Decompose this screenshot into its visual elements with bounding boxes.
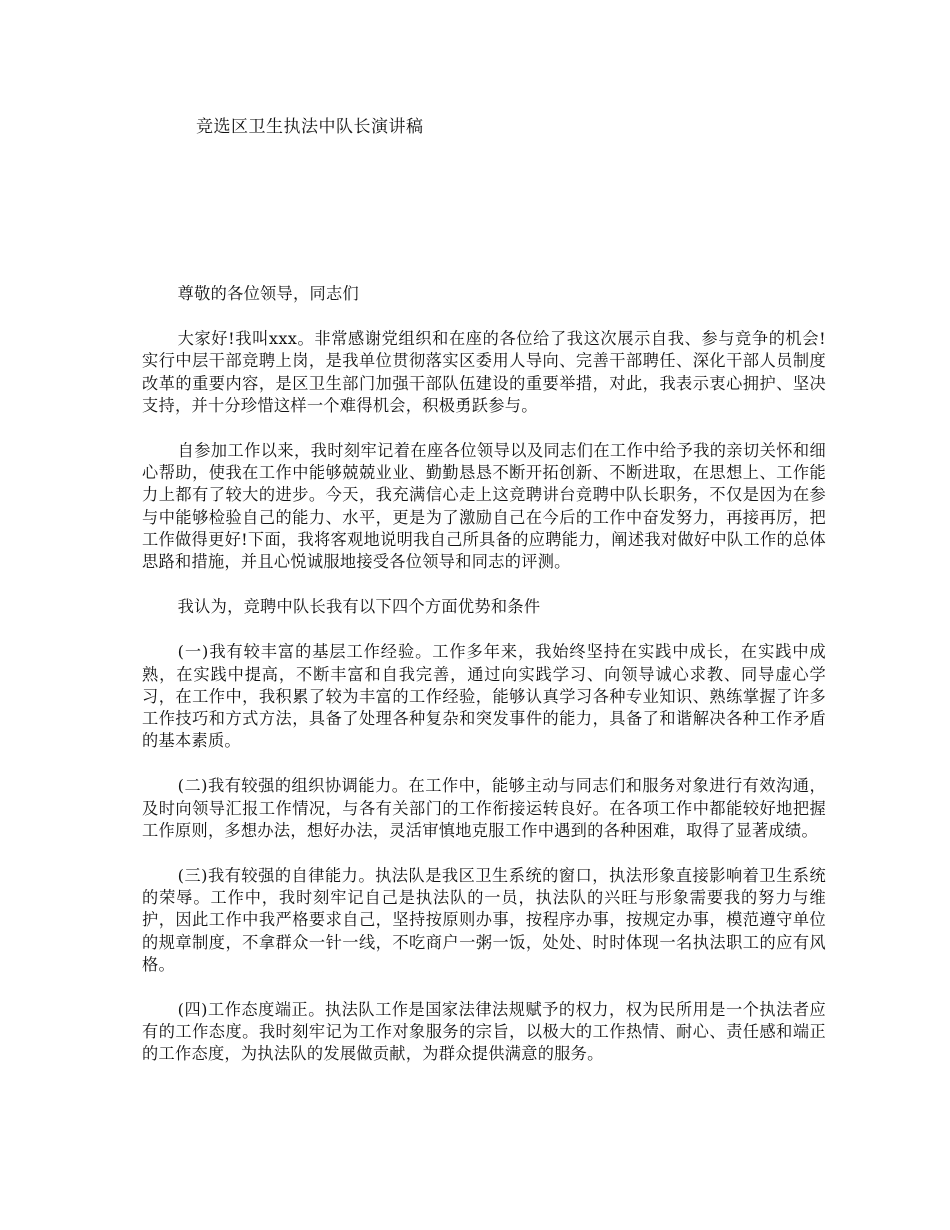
advantage-3-paragraph: (三)我有较强的自律能力。执法队是我区卫生系统的窗口，执法形象直接影响着卫生系统的荣辱。工作中，我时刻牢记自己是执法队的一员，执法队的兴旺与形象需要我的努力与维护，因此工作中我严格要求自己，坚持按原则办事，按程序办事，按规定办事，模范遵守单位的规章制度，不拿群众一针一线，不吃商户一粥一饭，处处、时时体现一名执法职工的应有风格。 [142,866,826,974]
advantage-2-paragraph: (二)我有较强的组织协调能力。在工作中，能够主动与同志们和服务对象进行有效沟通，及时向领导汇报工作情况，与各有关部门的工作衔接运转良好。在各项工作中都能较好地把握工作原则，多想办法，想好办法，灵活审慎地克服工作中遇到的各种困难，取得了显著成绩。 [142,776,826,840]
document-title: 竞选区卫生执法中队长演讲稿 [196,117,424,137]
document-body [142,283,826,1089]
advantages-heading-paragraph: 我认为，竞聘中队长我有以下四个方面优势和条件 [177,597,541,617]
intro-paragraph: 大家好!我叫xxx。非常感谢党组织和在座的各位给了我这次展示自我、参与竞争的机会!实行中层干部竞聘上岗，是我单位贯彻落实区委用人导向、完善干部聘任、深化干部人员制度改革的重要内容，是区卫生部门加强干部队伍建设的重要举措，对此，我表示衷心拥护、坚决支持，并十分珍惜这样一个难得机会，积极勇跃参与。 [142,329,826,415]
advantage-1-paragraph: (一)我有较丰富的基层工作经验。工作多年来，我始终坚持在实践中成长，在实践中成熟，在实践中提高，不断丰富和自我完善，通过向实践学习、向领导诚心求教、同导虚心学习，在工作中，我积累了较为丰富的工作经验，能够认真学习各种专业知识、熟练掌握了许多工作技巧和方式方法，具备了处理各种复杂和突发事件的能力，具备了和谐解决各种工作矛盾的基本素质。 [142,642,826,751]
salutation-paragraph: 尊敬的各位领导，同志们 [177,284,359,303]
background-paragraph: 自参加工作以来，我时刻牢记着在座各位领导以及同志们在工作中给予我的亲切关怀和细心帮助，使我在工作中能够兢兢业业、勤勤恳恳不断开拓创新、不断进取，在思想上、工作能力上都有了较大的进步。今天，我充满信心走上这竞聘讲台竞聘中队长职务，不仅是因为在参与中能够检验自己的能力、水平，更是为了激励自己在今后的工作中奋发努力，再接再厉，把工作做得更好!下面，我将客观地说明我自己所具备的应聘能力，阐述我对做好中队工作的总体思路和措施，并且心悦诚服地接受各位领导和同志的评测。 [142,441,826,572]
advantage-4-paragraph: (四)工作态度端正。执法队工作是国家法律法规赋予的权力，权为民所用是一个执法者应有的工作态度。我时刻牢记为工作对象服务的宗旨，以极大的工作热情、耐心、责任感和端正的工作态度，为执法队的发展做贡献，为群众提供满意的服务。 [142,1000,826,1064]
